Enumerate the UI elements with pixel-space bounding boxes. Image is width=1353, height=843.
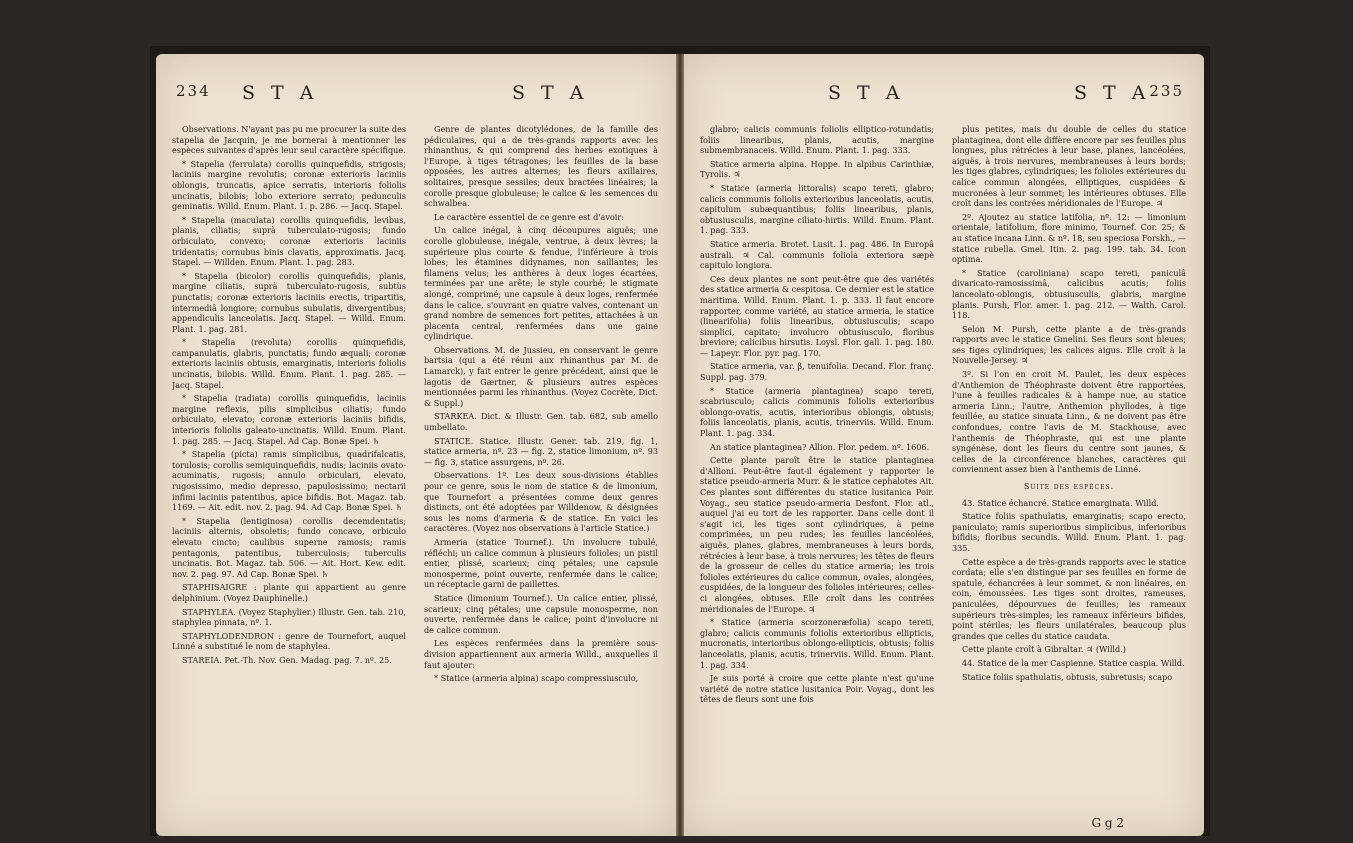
- paragraph: Cette plante paroît être le statice plantaginea d'Allioni. Peut-être faut-il également y rapporter le statice pseudo-armeria Murr. & le statice cephalotes Ait. Ces plantes sont différentes du statice lusitanica Poir. Voyag., seu statice pseudo-armeria Desfont. Flor. atl., auquel j'ai eu tort de les rapporter. Dans celle dont il s'agit ici, les tiges sont cylindriques, à peine comprimées, un peu rudes; les feuilles lancéolées, aiguës, planes, glabres, membraneuses à leurs bords, rétrécies à leur base, à trois nervures; les têtes de fleurs de la grosseur de celles du statice armeria; les trois folioles extérieures du calice commun, ovales, alongées, cuspidées, de la longueur des folioles intérieures; celles-ci alongées, obtuses. Elle croît dans les contrées méridionales de l'Europe. ♃: [700, 455, 934, 614]
- page-number: 235: [1149, 82, 1184, 100]
- paragraph: Observations. M. de Jussieu, en conservant le genre bartsia (qui a été réuni aux rhinanthus par M. de Lamarck), y fait entrer le genre précédent, ainsi que le lagotis de Gærtner, & plusieurs autres espèces mentionnées parmi les rhinanthus. (Voyez Cocrète, Dict. & Suppl.): [424, 344, 658, 408]
- paragraph: * Statice (caroliniana) scapo tereti, paniculâ divaricato-ramosissimâ, calicibus acutis; foliis lanceolato-oblongis, obtusiusculis, glabris, margine planis. Pursh, Flor. amer. 1. pag. 212. — Walth. Carol. 118.: [952, 267, 1186, 321]
- paragraph: Je suis porté à croire que cette plante n'est qu'une variété de notre statice lusitanica Poir. Voyag., dont les têtes de fleurs sont une fois: [700, 673, 934, 705]
- paragraph: 3º. Si l'on en croit M. Paulet, les deux espèces d'Anthemion de Théophraste doivent être rapportées, l'une à feuilles radicales & à hampe nue, au statice armeria Linn.; l'autre, Anthemion phyllodes, à tige feuillée, au statice sinuata Linn., & ne doivent pas être confondues, contre l'avis de M. Stackhouse, avec l'anthemis de Théophraste, qui est une plante syngénèse, dont les fleurs du centre sont jaunes, & celles de la circonférence blanches, caractères qui conviennent assez bien à l'anthemis de Linné.: [952, 369, 1186, 475]
- paragraph: * Stapelia (ferrulata) corollis quinquefidis, strigosis; laciniis margine revolutis; coronæ exterioris laciniis oblongis, truncatis, apice serratis, interioris foliolis uncinatis, bilobis; lobo exteriore serrato; pedunculis geminatis. Willd. Enum. Plant. 1. p. 286. — Jacq. Stapel.: [172, 158, 406, 212]
- paragraph: Statice armeria. Brotet. Lusit. 1. pag. 486. In Europâ australi. ♃ Cal. communis foliola exteriora sæpè capitulo longiora.: [700, 238, 934, 271]
- paragraph: glabro; calicis communis foliolis elliptico-rotundatis; foliis linearibus, planis, acutis, margine submembranaceis. Willd. Enum. Plant. 1. pag. 333.: [700, 124, 934, 156]
- running-head: S T A: [828, 82, 905, 104]
- paragraph: STAREIA. Pet.-Th. Nov. Gen. Madag. pag. 7. nº. 25.: [182, 654, 392, 665]
- paragraph: 43. Statice échancré. Statice emarginata. Willd.: [962, 497, 1159, 508]
- paragraph: Selon M. Pursh, cette plante a de très-grands rapports avec le statice Gmelini. Ses fleurs sont bleues; ses tiges cylindriques; les calices aigus. Elle croît à la Nouvelle-Jersey. ♃: [952, 323, 1186, 366]
- paragraph: * Stapelia (revoluta) corollis quinquefidis, campanulatis, glabris, punctatis; fundo æquali; coronæ exterioris laciniis obtusis, emarginatis, interioris foliolis uncinatis, bilobis. Willd. Enum. Plant. 1. pag. 285. — Jacq. Stapel.: [172, 337, 406, 390]
- paragraph: STATICE. Statice. Illustr. Gener. tab. 219, fig. 1, statice armeria, nº. 23 — fig. 2, statice limonium, nº. 93 — fig. 3, statice assurgens, nº. 26.: [424, 435, 658, 467]
- paragraph: STAPHISAIGRE : plante qui appartient au genre delphinium. (Voyez Dauphinelle.): [172, 582, 406, 603]
- paragraph: 44. Statice de la mer Caspienne. Statice caspia. Willd.: [962, 657, 1185, 668]
- paragraph: An statice plantaginea? Allion. Flor. pedem. nº. 1606.: [710, 441, 930, 452]
- right-page: [684, 54, 1204, 836]
- paragraph: Ces deux plantes ne sont peut-être que des variétés des statice armeria & cespitosa. Ce dernier est le statice maritima. Willd. Enum. Plant. 1. p. 333. Il faut encore rapporter, comme variété, au statice armeria, le statice (linearifolia) foliis linearibus, obtusiusculis; scapo simplici, capitato; involucro obtusiusculo, floribus breviore; calicibus hirsutis. Loysl. Flor. gall. 1. pag. 180. — Lapeyr. Flor. pyr. pag. 170.: [700, 273, 934, 358]
- text-column: [952, 124, 1186, 829]
- paragraph: Statice armeria, var. β, tenuifolia. Decand. Flor. franç. Suppl. pag. 379.: [700, 361, 934, 383]
- paragraph: STAPHYLODENDRON : genre de Tournefort, auquel Linné a substitué le nom de staphylea.: [172, 630, 406, 652]
- paragraph: * Stapelia (picta) ramis simplicibus, quadrifalcatis, torulosis; corollis semiquinquefidis, nudis; laciniis ovato-acuminatis, rugosis; annulo orbiculari, elevato, rugosissimo, medio depresso, papulosissimo; nectarii infimi laciniis patentibus, apice bifidis. Bot. Magaz. tab. 1169. — Ait. edit. nov. 2. pag. 94. Ad Cap. Bonæ Spei. ♄: [172, 449, 406, 513]
- paragraph: Le caractère essentiel de ce genre est d'avoir:: [434, 211, 624, 222]
- paragraph: Un calice inégal, à cinq découpures aiguës; une corolle globuleuse, inégale, ventrue, à deux lèvres; la supérieure plus courte & fendue, l'inférieure à trois lobes; les étamines didynames, non saillantes; les filamens velus; les anthères à deux loges écartées, terminées par une arête; le style courbé; le stigmate alongé, comprimé; une capsule à deux loges, renfermée dans le calice, s'ouvrant en quatre valves, contenant un grand nombre de semences fort petites, attachées à un placenta central, renfermées dans une gaine cylindrique.: [424, 225, 658, 342]
- paragraph: Observations. N'ayant pas pu me procurer la suite des stapelia de Jacquin, je me bornerai à mentionner les espèces suivantes d'après leur seul caractère spécifique.: [172, 124, 406, 156]
- paragraph: Suite des espèces.: [1023, 481, 1115, 491]
- left-page: [156, 54, 676, 836]
- running-head: S T A: [242, 82, 319, 104]
- paragraph: plus petites, mais du double de celles du statice plantaginea, dont elle diffère encore par ses feuilles plus longues, plus rétrécies à leur base, planes, lancéolées, aiguës, à trois nervures, membraneuses à leurs bords; les tiges glabres, cylindriques; les folioles extérieures du calice commun alongées, elliptiques, cuspidées & mucronées à leur sommet; les intérieures obtuses. Elle croît dans les contrées méridionales de l'Europe. ♃: [952, 124, 1186, 209]
- text-column: [700, 124, 934, 829]
- text-column: [424, 124, 658, 829]
- paragraph: Statice armeria alpina. Hoppe. In alpibus Carinthiæ, Tyrolis. ♃: [700, 158, 934, 180]
- paragraph: STARKEA. Dict. & Illustr. Gen. tab. 682, sub amello umbellato.: [424, 411, 658, 433]
- paragraph: Statice foliis spathulatis, emarginatis; scapo erecto, paniculato; ramis superioribus simplicibus, inferioribus bifidis; floribus secundis. Willd. Enum. Plant. 1. pag. 335.: [952, 511, 1186, 553]
- paragraph: Statice foliis spathulatis, obtusis, subretusis; scapo: [962, 671, 1173, 682]
- paragraph: * Statice (armeria alpina) scapo compressiusculo,: [434, 673, 639, 684]
- paragraph: Cette plante croît à Gibraltar. ♃ (Willd.): [962, 644, 1126, 655]
- paragraph: * Stapelia (lentiginosa) corollis decemdentatis; laciniis alternis, obsoletis; fundo concavo, orbiculo elevato cincto; caulibus superne ramosis; ramis pentagonis, patentibus, tuberculosis; tuberculis uncinatis. Bot. Magaz. tab. 506. — Ait. Hort. Kew. edit. nov. 2. pag. 97. Ad Cap. Bonæ Spei. ♄: [172, 515, 406, 579]
- book-spread: [150, 46, 1210, 836]
- paragraph: Statice (limonium Tournef.). Un calice entier, plissé, scarieux; cinq pétales; une capsule monosperme, non ouverte, renfermée dans le calice; point d'involucre ni de calice commun.: [424, 592, 658, 635]
- text-column: [172, 124, 406, 829]
- paragraph: Les espèces renfermées dans la première sous-division appartiennent aux armeria Willd., auxquelles il faut ajouter:: [424, 638, 658, 670]
- running-head: S T A: [1074, 82, 1151, 104]
- page-number: 234: [176, 82, 211, 100]
- book-gutter: [676, 54, 684, 836]
- paragraph: Observations. 1º. Les deux sous-divisions établies pour ce genre, sous le nom de statice & de limonium, que Tournefort a présentées comme deux genres distincts, ont été adoptées par Willdenow, & désignées sous les noms d'armeria & de statice. En voici les caractères. (Voyez nos observations à l'article Statice.): [424, 470, 658, 534]
- paragraph: Armeria (statice Tournef.). Un involucre tubulé, réfléchi; un calice commun à plusieurs folioles; un pistil entier, plissé, scarieux; cinq pétales; une capsule monosperme, point ouverte, renfermée dans le calice; un réceptacle garni de paillettes.: [424, 536, 658, 590]
- paragraph: * Stapelia (bicolor) corollis quinquefidis, planis, margine ciliatis, suprà tuberculato-rugosis, subtùs punctatis; coronæ exterioris laciniis erectis, tripartitis, intermediâ longiore; cornubus subulatis, divergentibus; appendiculis lanceolatis. Jacq. Stapel. — Willd. Enum. Plant. 1. pag. 281.: [172, 270, 406, 334]
- paragraph: STAPHYLEA. (Voyez Staphylier.) Illustr. Gen. tab. 210, staphylea pinnata, nº. 1.: [172, 606, 406, 628]
- paragraph: * Statice (armeria scorzoneræfolia) scapo tereti, glabro; calicis communis foliolis exterioribus ellipticis, mucronatis, interioribus oblongo-ellipticis, obtusis; foliis lanceolatis, planis, acutis, trinerviis. Willd. Enum. Plant. 1. pag. 334.: [700, 617, 934, 670]
- paragraph: Cette espèce a de très-grands rapports avec le statice cordata; elle s'en distingue par ses feuilles en forme de spatule, échancrées à leur sommet, & non linéaires, en coin, émoussées. Les tiges sont droites, rameuses, paniculées, dépourvues de feuilles; les rameaux supérieurs très-simples; les rameaux inférieurs bifides, point stériles; les fleurs unilatérales, beaucoup plus grandes que celles du statice caudata.: [952, 556, 1186, 641]
- right-page-header: [702, 82, 1186, 106]
- paragraph: Genre de plantes dicotylédones, de la famille des pédiculaires, qui a de très-grands rapports avec les rhinanthus, & qui comprend des herbes exotiques à l'Europe, à tiges tétragones; les feuilles de la base opposées, les autres alternes; les fleurs axillaires, solitaires, presque sessiles; deux bractées linéaires; la corolle presque globuleuse; le calice & les semences du schwalbea.: [424, 124, 658, 209]
- signature-mark: G g 2: [1091, 816, 1124, 830]
- running-head: S T A: [512, 82, 589, 104]
- paragraph: * Statice (armeria littoralis) scapo tereti, glabro; calicis communis foliolis exterioribus lanceolatis, acutis, capitulum subæquantibus; foliis linearibus, planis, obtusiusculis, margine ciliato-hirtis. Willd. Enum. Plant. 1. pag. 333.: [700, 182, 934, 236]
- paragraph: * Statice (armeria plantaginea) scapo tereti, scabriusculo; calicis communis foliolis exterioribus oblongo-ovatis, acutis, interioribus oblongis, obtusis; foliis lanceolatis, planis, acutis, trinerviis. Willd. Enum. Plant. 1. pag. 334.: [700, 385, 934, 439]
- left-page-header: [174, 82, 658, 106]
- paragraph: * Stapelia (maculata) corollis quinquefidis, levibus, planis, ciliatis; suprà tuberculato-rugosis; fundo orbiculato, convexo; coronæ exterioris laciniis tridentatis; cornubus binis clavatis, approximatis. Jacq. Stapel. — Willden. Enum. Plant. 1. pag. 283.: [172, 214, 406, 268]
- paragraph: * Stapelia (radiata) corollis quinquefidis, laciniis margine reflexis, pilis simplicibus ciliatis; fundo orbiculato, elevato; coronæ exterioris laciniis bifidis, interioris foliolis galeato-uncinatis. Willd. Enum. Plant. 1. pag. 285. — Jacq. Stapel. Ad Cap. Bonæ Spei. ♄: [172, 393, 406, 446]
- paragraph: 2º. Ajoutez au statice latifolia, nº. 12: — limonium orientale, latifolium, flore minimo, Tournef. Cor. 25; & au statice incana Linn. & nº. 18, seu speciosa Forskh., — statice rubella. Gmel. Itin. 2. pag. 199. tab. 34. Icon optima.: [952, 211, 1186, 265]
